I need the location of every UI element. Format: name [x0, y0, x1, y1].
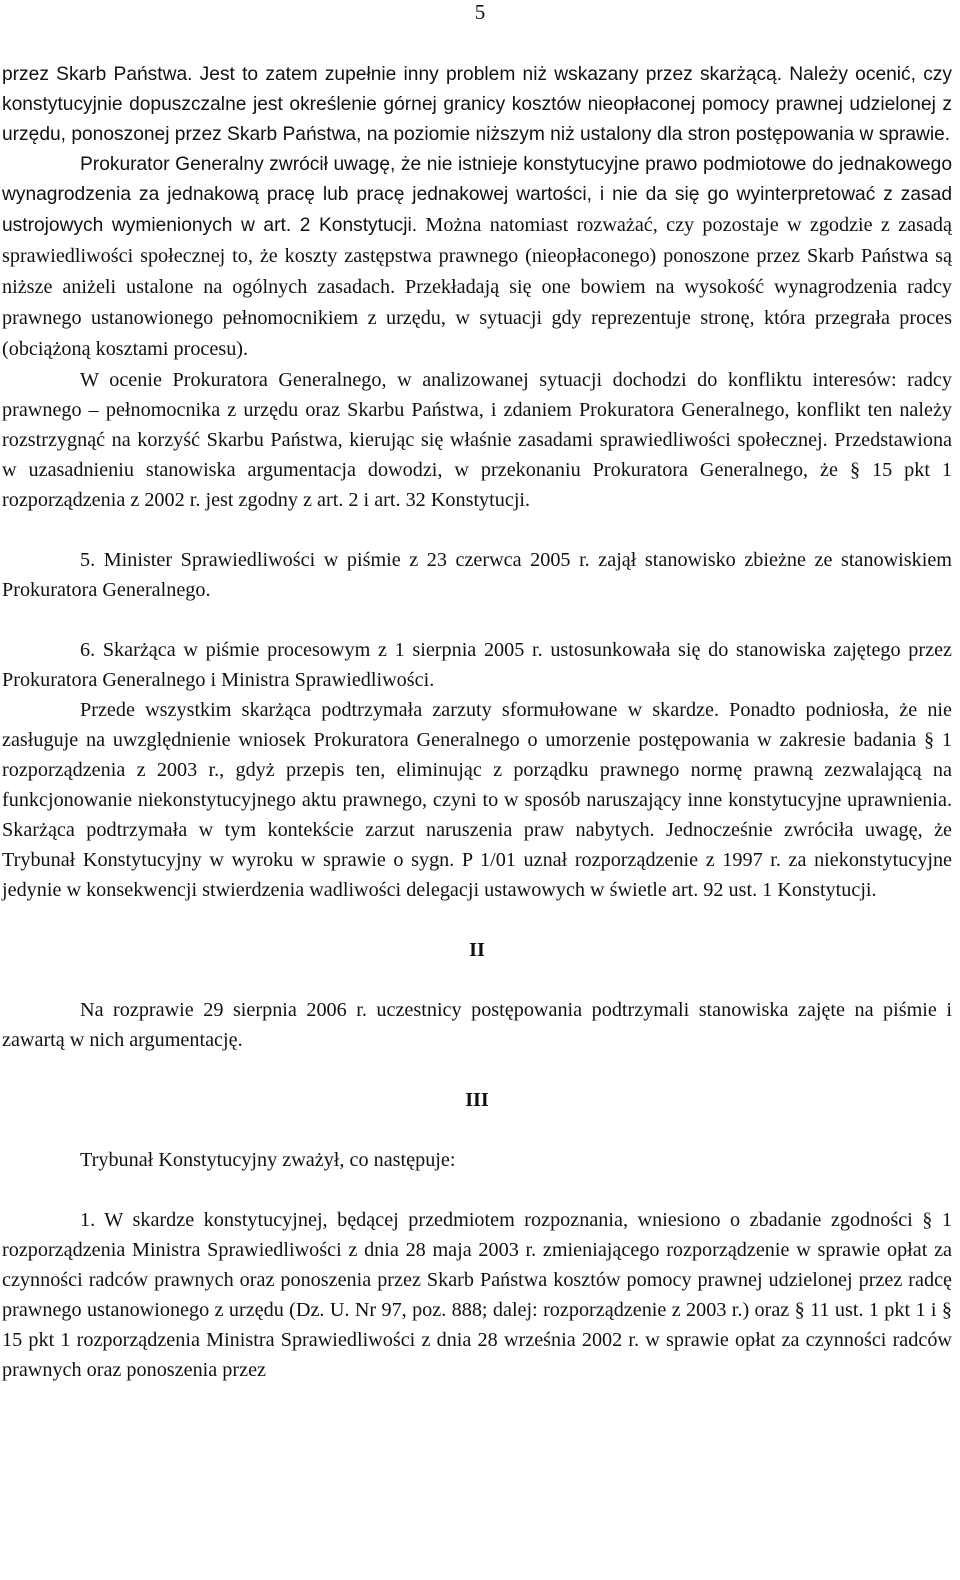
paragraph-intro-text: przez Skarb Państwa. Jest to zatem zupełnie inny problem niż wskazany przez skarżącą. Należy ocenić, czy konstytucyjnie dopuszczalne jest określenie górnej granicy kosztów nieopłaconej pomocy prawnej udzielonej z urzędu, ponoszonej przez Skarb Państwa, na poziomie niższym niż ustalony dla stron postępowania w sprawie. [2, 64, 952, 145]
paragraph-point-1: 1. W skardze konstytucyjnej, będącej przedmiotem rozpoznania, wniesiono o zbadanie zgodności § 1 rozporządzenia Ministra Sprawiedliwości z dnia 28 maja 2003 r. zmieniającego rozporządzenie w sprawie opłat za czynności radców prawnych oraz ponoszenia przez Skarb Państwa kosztów pomocy prawnej udzielonej przez radcę prawnego ustanowionego z urzędu (Dz. U. Nr 97, poz. 888; dalej: rozporządzenie z 2003 r.) oraz § 11 ust. 1 pkt 1 i § 15 pkt 1 rozporządzenia Ministra Sprawiedliwości z dnia 28 września 2002 r. w sprawie opłat za czynności radców prawnych oraz ponoszenia przez [2, 1209, 952, 1381]
page-number: 5 [474, 0, 486, 24]
document-body [2, 60, 952, 1385]
paragraph-conflict: W ocenie Prokuratora Generalnego, w analizowanej sytuacji dochodzi do konfliktu interesów: radcy prawnego – pełnomocnika z urzędu oraz Skarbu Państwa, i zdaniem Prokuratora Generalnego, konflikt ten należy rozstrzygnąć na korzyść Skarbu Państwa, kierując się właśnie zasadami sprawiedliwości społecznej. Przedstawiona w uzasadnieniu stanowiska argumentacja dowodzi, w przekonaniu Prokuratora Generalnego, że § 15 pkt 1 rozporządzenia z 2002 r. jest zgodny z art. 2 i art. 32 Konstytucji. [2, 369, 952, 511]
paragraph-prosecutor-text: Prokurator Generalny zwrócił uwagę, że nie istnieje konstytucyjne prawo podmiotowe do jednakowego wynagrodzenia za jednakową pracę lub pracę jednakowej wartości, i nie da się go wyinterpretować z zasad ustrojowych wymienionych w art. 2 Konstytucji. [2, 154, 952, 236]
paragraph-tribunal: Trybunał Konstytucyjny zważył, co następuje: [80, 1149, 456, 1171]
paragraph-prosecutor-cont: Można natomiast rozważać, czy pozostaje w zgodzie z zasadą sprawiedliwości społecznej to, że koszty zastępstwa prawnego (nieopłaconego) ponoszone przez Skarb Państwa są niższe aniżeli ustalone na ogólnych zasadach. Przekładają się one bowiem na wysokość wynagrodzenia radcy prawnego ustanowionego pełnomocnikiem z urzędu, w sytuacji gdy reprezentuje stronę, która przegrała proces (obciążoną kosztami procesu). [2, 214, 952, 360]
paragraph-minister: 5. Minister Sprawiedliwości w piśmie z 23 czerwca 2005 r. zajął stanowisko zbieżne ze stanowiskiem Prokuratora Generalnego. [2, 549, 952, 601]
paragraph-hearing: Na rozprawie 29 sierpnia 2006 r. uczestnicy postępowania podtrzymali stanowiska zajęte na piśmie i zawartą w nich argumentację. [2, 999, 952, 1051]
paragraph-complainant-args: Przede wszystkim skarżąca podtrzymała zarzuty sformułowane w skardze. Ponadto podniosła, że nie zasługuje na uwzględnienie wniosek Prokuratora Generalnego o umorzenie postępowania w zakresie badania § 1 rozporządzenia z 2003 r., gdyż przepis ten, eliminując z porządku prawnego normę prawną zezwalającą na funkcjonowanie niekonstytucyjnego aktu prawnego, czyni to w sposób naruszający inne konstytucyjne uprawnienia. Skarżąca podtrzymała w tym kontekście zarzut naruszenia praw nabytych. Jednocześnie zwróciła uwagę, że Trybunał Konstytucyjny w wyroku w sprawie o sygn. P 1/01 uznał rozporządzenie z 1997 r. za niekonstytucyjne jedynie w konsekwencji stwierdzenia wadliwości delegacji ustawowych w świetle art. 92 ust. 1 Konstytucji. [2, 699, 952, 901]
section-heading-ii: II [469, 939, 485, 961]
section-heading-iii: III [465, 1089, 489, 1111]
paragraph-complainant: 6. Skarżąca w piśmie procesowym z 1 sierpnia 2005 r. ustosunkowała się do stanowiska zajętego przez Prokuratora Generalnego i Ministra Sprawiedliwości. [2, 639, 952, 691]
paragraph-intro [2, 60, 952, 365]
